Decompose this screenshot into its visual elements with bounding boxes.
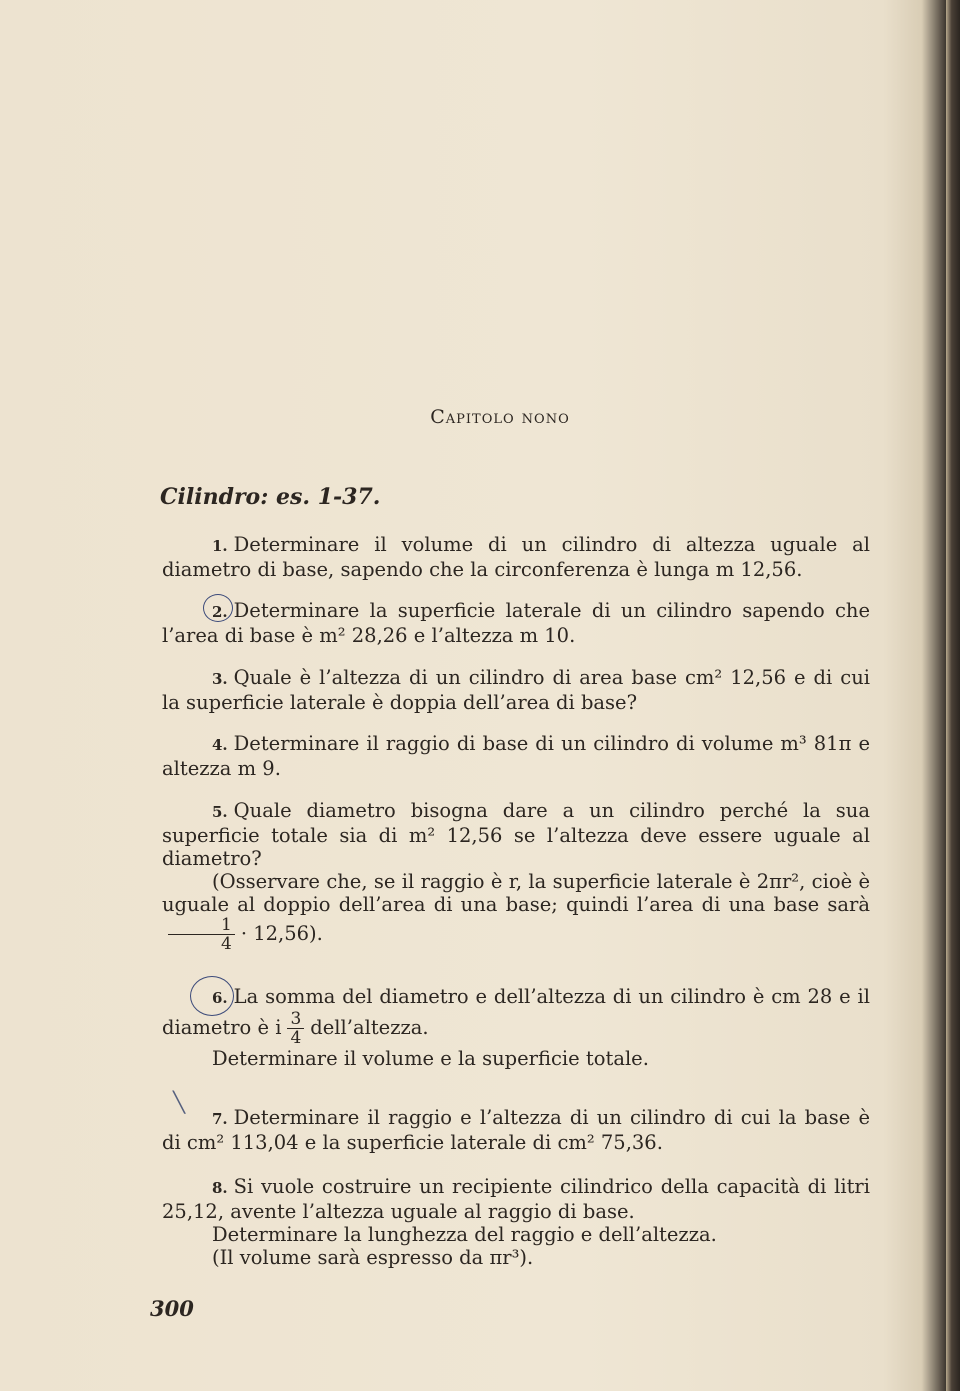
page-edge-shadow: [946, 0, 960, 1391]
exercise-number: 7.: [212, 1110, 228, 1128]
exercise-4: [162, 732, 870, 780]
exercise-note: [162, 870, 870, 953]
exercise-5: [162, 799, 870, 953]
fraction-denominator: 4: [221, 934, 232, 954]
exercise-text: Determinare il raggio e l’altezza di un cilindro di cui la base è di cm² 113,04 e la superficie laterale di cm² 75,36.: [162, 1106, 870, 1154]
fraction-denominator: 4: [290, 1028, 302, 1048]
exercise-1: [162, 533, 870, 581]
exercise-text: Determinare il volume di un cilindro di altezza uguale al diametro di base, sapendo che la circonferenza è lunga m 12,56.: [162, 533, 870, 581]
chapter-title-text: Capitolo nono: [430, 406, 570, 428]
exercise-number: 6.: [212, 989, 228, 1007]
exercise-hint: (Il volume sarà espresso da πr³).: [212, 1246, 534, 1269]
exercise-text: Si vuole costruire un recipiente cilindrico della capacità di litri 25,12, avente l’altezza uguale al raggio di base.: [162, 1175, 870, 1223]
exercise-6: [162, 985, 870, 1070]
exercise-number: 3.: [212, 670, 228, 688]
exercise-number: 4.: [212, 736, 228, 754]
pen-tick-mark: ╲: [173, 1090, 186, 1114]
exercise-text: Quale diametro bisogna dare a un cilindro perché la sua superficie totale sia di m² 12,56 se l’altezza deve essere uguale al diametro?: [162, 799, 870, 870]
section-title: Cilindro: es. 1-37.: [160, 484, 381, 510]
exercise-number: 5.: [212, 803, 228, 821]
pen-circle-mark: [190, 976, 234, 1016]
exercise-text-end: dell’altezza.: [310, 1016, 429, 1039]
exercise-text: La somma del diametro e dell’altezza di un cilindro è cm 28 e il diametro è i: [162, 985, 870, 1039]
exercise-instruction: Determinare la lunghezza del raggio e dell’altezza.: [212, 1223, 717, 1246]
fraction: [287, 1010, 304, 1047]
exercise-number: 1.: [212, 537, 228, 555]
pen-circle-mark: [203, 594, 233, 622]
exercise-7: [162, 1106, 870, 1154]
exercise-8: [162, 1175, 870, 1269]
exercise-text: Quale è l’altezza di un cilindro di area base cm² 12,56 e di cui la superficie laterale è doppia dell’area di base?: [162, 666, 870, 714]
chapter-title: [0, 406, 960, 428]
exercise-text: Determinare la superficie laterale di un cilindro sapendo che l’area di base è m² 28,26 e l’altezza m 10.: [162, 599, 870, 647]
exercise-instruction: Determinare il volume e la superficie totale.: [212, 1047, 649, 1070]
fraction-numerator: 1: [168, 916, 235, 935]
fraction-numerator: 3: [287, 1010, 304, 1029]
exercise-text: Determinare il raggio di base di un cilindro di volume m³ 81π e altezza m 9.: [162, 732, 870, 780]
page-number: 300: [150, 1296, 194, 1321]
exercise-number: 8.: [212, 1179, 228, 1197]
exercise-3: [162, 666, 870, 714]
note-text: (Osservare che, se il raggio è r, la superficie laterale è 2πr², cioè è uguale al doppio dell’area di una base; quindi l’area di una base sarà: [162, 870, 870, 916]
exercise-2: [162, 599, 870, 647]
fraction: [168, 916, 235, 953]
note-text-end: · 12,56).: [240, 922, 323, 945]
exercise-number: 2.: [212, 603, 228, 621]
